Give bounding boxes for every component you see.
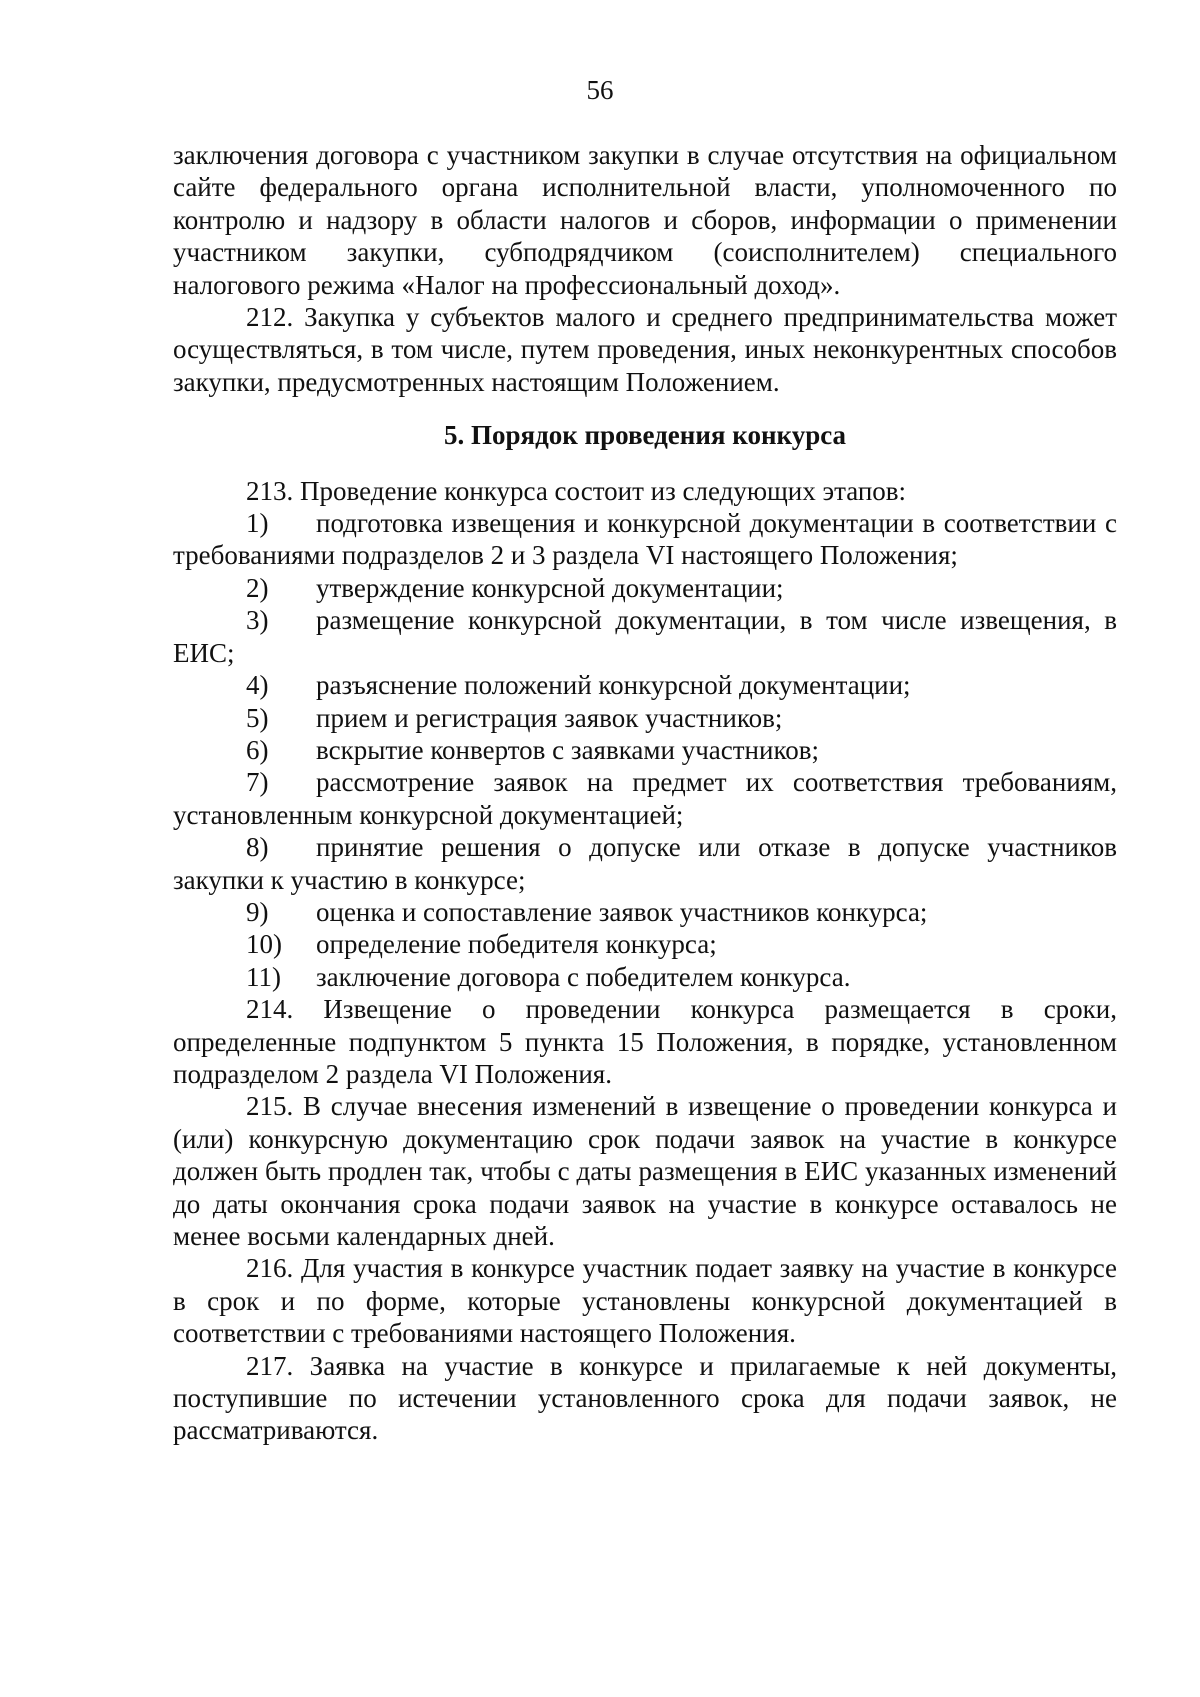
list-item-step-10 [173,928,1117,960]
list-item-number: 4) [246,670,269,701]
list-item-step-3 [173,604,1117,669]
paragraph-215: 215. В случае внесения изменений в извещение о проведении конкурса и (или) конкурсную документацию срок подачи заявок на участие в конкурсе должен быть продлен так, чтобы с даты размещения в ЕИС указанных изменений до даты окончания срока подачи заявок на участие в конкурсе оставалось не менее восьми календарных дней. [173,1091,1117,1251]
list-item-text: вскрытие конвертов с заявками участников; [316,734,819,765]
section-heading: 5. Порядок проведения конкурса [443,420,847,451]
list-item-text: принятие решения о допуске или отказе в допуске участников закупки к участию в конкурсе; [173,832,1117,895]
list-item-text: прием и регистрация заявок участников; [316,702,783,733]
list-item-step-6 [173,734,1117,766]
list-item-number: 10) [246,929,282,960]
document-body [173,139,1117,1447]
paragraph-214: 214. Извещение о проведении конкурса размещается в сроки, определенные подпунктом 5 пункта 15 Положения, в порядке, установленном подразделом 2 раздела VI Положения. [173,994,1117,1089]
list-item-step-4 [173,669,1117,701]
list-item-text: утверждение конкурсной документации; [316,572,784,603]
list-item-text: определение победителя конкурса; [316,929,717,960]
paragraph-216: 216. Для участия в конкурсе участник подает заявку на участие в конкурсе в срок и по форме, которые установлены конкурсной документацией в соответствии с требованиями настоящего Положения. [173,1253,1117,1349]
list-item-step-8 [173,831,1117,896]
list-item-number: 6) [246,734,269,765]
list-item-step-9 [173,896,1117,928]
list-item-number: 11) [246,961,281,992]
list-item-number: 5) [246,702,269,733]
page-number: 56 [586,75,614,105]
list-item-text: заключение договора с победителем конкурса. [316,961,851,992]
list-item-text: разъяснение положений конкурсной документации; [316,670,911,701]
paragraph-217: 217. Заявка на участие в конкурсе и прилагаемые к ней документы, поступившие по истечении установленного срока для подачи заявок, не рассматриваются. [173,1350,1117,1446]
list-item-number: 1) [246,508,269,539]
list-item-number: 8) [246,832,269,863]
paragraph-212: 212. Закупка у субъектов малого и среднего предпринимательства может осуществляться, в том числе, путем проведения, иных неконкурентных способов закупки, предусмотренных настоящим Положением. [173,302,1117,397]
list-item-text: рассмотрение заявок на предмет их соответствия требованиям, установленным конкурсной документацией; [173,767,1117,830]
list-item-number: 7) [246,767,269,798]
list-item-text: подготовка извещения и конкурсной документации в соответствии с требованиями подразделов 2 и 3 раздела VI настоящего Положения; [173,508,1117,571]
paragraph-continuation: заключения договора с участником закупки в случае отсутствия на официальном сайте федерального органа исполнительной власти, уполномоченного по контролю и надзору в области налогов и сборов, информации о применении участником закупки, субподрядчиком (соисполнителем) специального налогового режима «Налог на профессиональный доход». [173,140,1117,300]
list-item-number: 9) [246,896,269,927]
list-item-step-11 [173,961,1117,993]
paragraph-213-intro: 213. Проведение конкурса состоит из следующих этапов: [246,475,907,506]
list-item-step-7 [173,766,1117,831]
list-item-number: 2) [246,572,269,603]
list-item-text: размещение конкурсной документации, в том числе извещения, в ЕИС; [173,605,1117,668]
list-item-step-5 [173,702,1117,734]
list-item-step-1 [173,507,1117,572]
list-item-step-2 [173,572,1117,604]
list-item-number: 3) [246,605,269,636]
list-item-text: оценка и сопоставление заявок участников конкурса; [316,896,928,927]
